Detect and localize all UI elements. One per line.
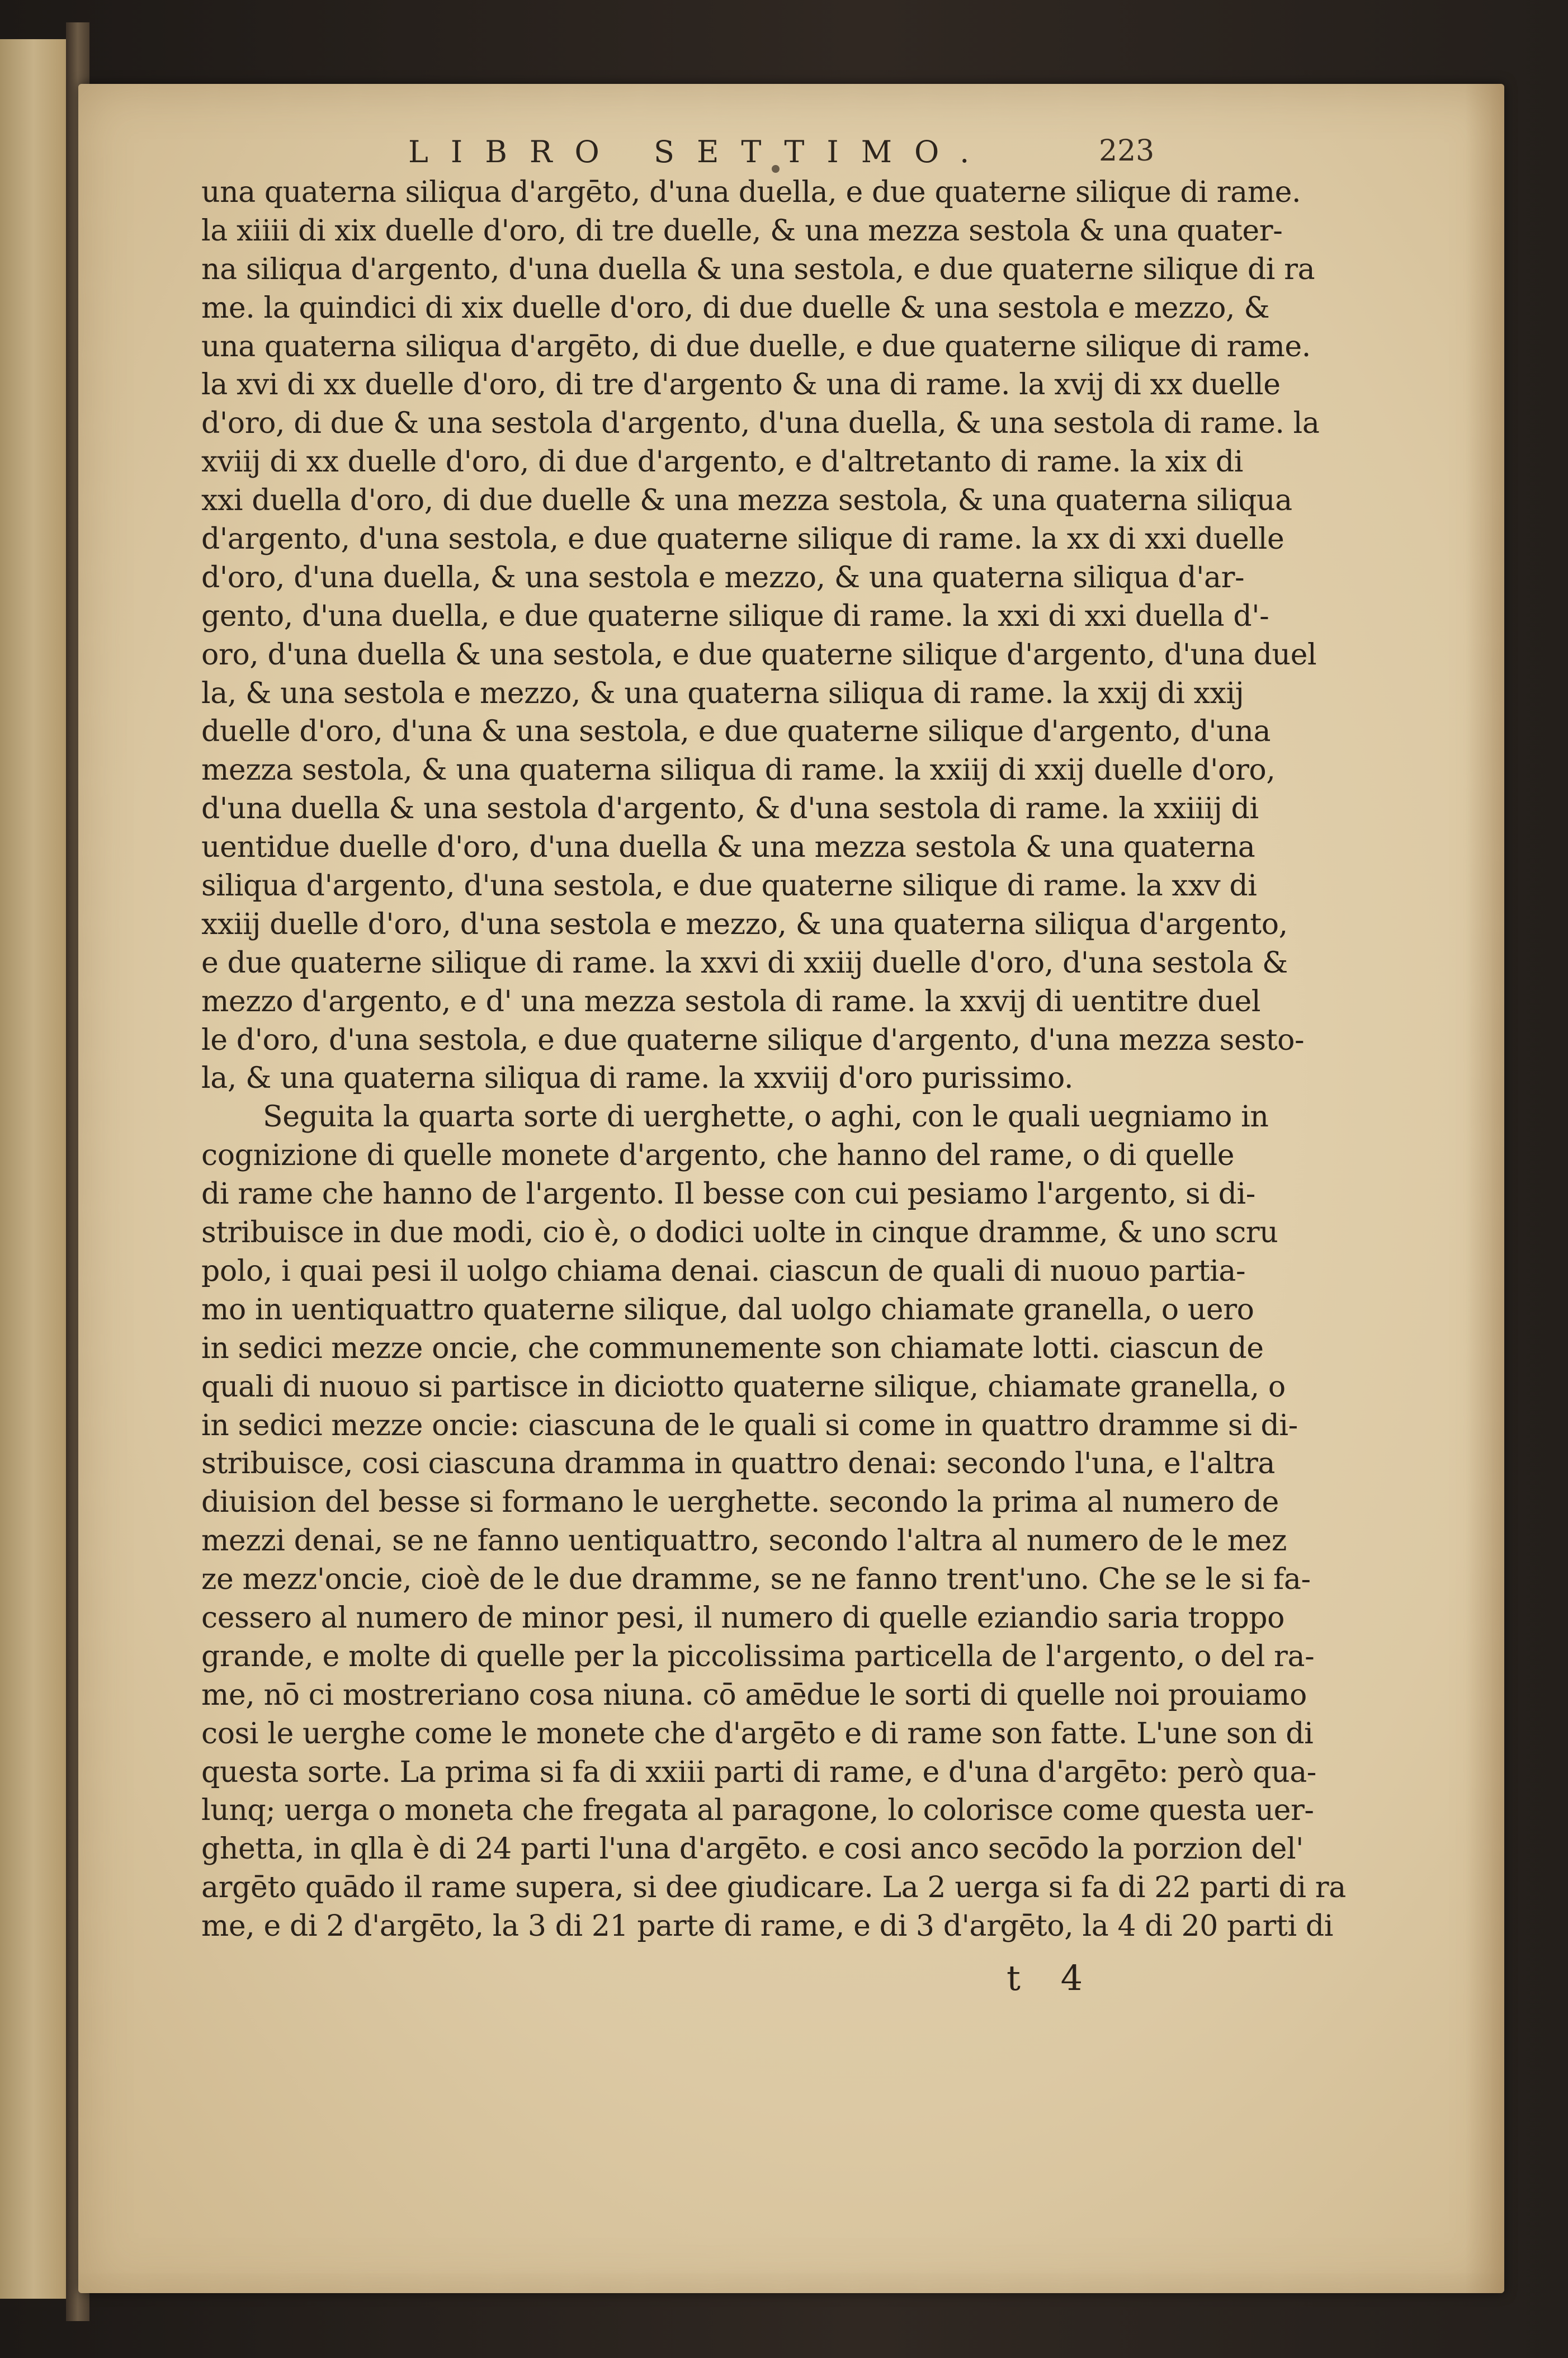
body-text (201, 173, 1346, 1946)
text-line: in sedici mezze oncie: ciascuna de le quali si come in quattro dramme si di- (201, 1408, 1298, 1442)
text-line: argēto quādo il rame supera, si dee giudicare. La 2 uerga si fa di 22 parti di ra (201, 1871, 1346, 1905)
text-line: duelle d'oro, d'una & una sestola, e due quaterne silique d'argento, d'una (201, 715, 1271, 749)
text-line: diuision del besse si formano le uerghette. secondo la prima al numero de (201, 1485, 1279, 1520)
text-line: d'oro, di due & una sestola d'argento, d'una duella, & una sestola di rame. la (201, 407, 1320, 441)
text-line: me, nō ci mostreriano cosa niuna. cō amēdue le sorti di quelle noi prouiamo (201, 1678, 1307, 1712)
text-line: la xvi di xx duelle d'oro, di tre d'argento & una di rame. la xvij di xx duelle (201, 368, 1281, 402)
page-fore-edge (1465, 84, 1504, 2293)
text-line: la, & una sestola e mezzo, & una quaterna siliqua di rame. la xxij di xxij (201, 676, 1244, 710)
text-line: mezzo d'argento, e d' una mezza sestola di rame. la xxvij di uentitre duel (201, 984, 1261, 1018)
text-line: cognizione di quelle monete d'argento, che hanno del rame, o di quelle (201, 1139, 1235, 1173)
text-line: Seguita la quarta sorte di uerghette, o aghi, con le quali uegniamo in (263, 1100, 1269, 1134)
text-line: mezza sestola, & una quaterna siliqua di rame. la xxiij di xxij duelle d'oro, (201, 753, 1276, 787)
text-line: d'una duella & una sestola d'argento, & d'una sestola di rame. la xxiiij di (201, 792, 1259, 826)
text-line: mezzi denai, se ne fanno uentiquattro, secondo l'altra al numero de le mez (201, 1524, 1287, 1558)
running-title: LIBRO SETTIMO. (408, 134, 992, 169)
text-line: polo, i quai pesi il uolgo chiama denai. ciascun de quali di nuouo partia- (201, 1254, 1246, 1288)
text-line: di rame che hanno de l'argento. Il besse con cui pesiamo l'argento, si di- (201, 1177, 1255, 1211)
text-line: quali di nuouo si partisce in diciotto quaterne silique, chiamate granella, o (201, 1370, 1286, 1404)
page-number: 223 (1099, 134, 1155, 168)
text-line: lunq; uerga o moneta che fregata al paragone, lo colorisce come questa uer- (201, 1794, 1314, 1828)
text-line: na siliqua d'argento, d'una duella & una sestola, e due quaterne silique di ra (201, 252, 1315, 286)
text-line: in sedici mezze oncie, che communemente son chiamate lotti. ciascun de (201, 1331, 1264, 1365)
text-line: stribuisce in due modi, cio è, o dodici uolte in cinque dramme, & uno scru (201, 1216, 1278, 1250)
text-line: xxi duella d'oro, di due duelle & una mezza sestola, & una quaterna siliqua (201, 484, 1292, 518)
text-line: la, & una quaterna siliqua di rame. la xxviij d'oro purissimo. (201, 1062, 1074, 1096)
text-line: la xiiii di xix duelle d'oro, di tre duelle, & una mezza sestola & una quater- (201, 214, 1283, 248)
text-line: mo in uentiquattro quaterne silique, dal uolgo chiamate granella, o uero (201, 1293, 1254, 1327)
text-line: ghetta, in qlla è di 24 parti l'una d'argēto. e cosi anco secōdo la porzion del' (201, 1832, 1304, 1866)
text-line: ze mezz'oncie, cioè de le due dramme, se ne fanno trent'uno. Che se le si fa- (201, 1563, 1311, 1597)
text-line: siliqua d'argento, d'una sestola, e due quaterne silique di rame. la xxv di (201, 869, 1257, 903)
text-line: xviij di xx duelle d'oro, di due d'argento, e d'altretanto di rame. la xix di (201, 445, 1243, 479)
text-line: una quaterna siliqua d'argēto, di due duelle, e due quaterne silique di rame. (201, 329, 1311, 364)
text-line: questa sorte. La prima si fa di xxiii parti di rame, e d'una d'argēto: però qua- (201, 1755, 1316, 1789)
signature-mark: t 4 (1007, 1958, 1098, 1998)
text-line: gento, d'una duella, e due quaterne silique di rame. la xxi di xxi duella d'- (201, 599, 1269, 633)
text-line: me, e di 2 d'argēto, la 3 di 21 parte di rame, e di 3 d'argēto, la 4 di 20 parti di (201, 1909, 1333, 1944)
text-line: xxiij duelle d'oro, d'una sestola e mezzo, & una quaterna siliqua d'argento, (201, 907, 1288, 941)
text-line: e due quaterne silique di rame. la xxvi di xxiij duelle d'oro, d'una sestola & (201, 946, 1288, 980)
text-line: una quaterna siliqua d'argēto, d'una duella, e due quaterne silique di rame. (201, 176, 1301, 209)
text-line: d'oro, d'una duella, & una sestola e mezzo, & una quaterna siliqua d'ar- (201, 560, 1245, 595)
text-line: grande, e molte di quelle per la piccolissima particella de l'argento, o del ra- (201, 1639, 1315, 1673)
text-line: uentidue duelle d'oro, d'una duella & una mezza sestola & una quaterna (201, 831, 1255, 865)
text-line: le d'oro, d'una sestola, e due quaterne silique d'argento, d'una mezza sesto- (201, 1023, 1305, 1057)
text-line: cessero al numero de minor pesi, il numero di quelle eziandio saria troppo (201, 1601, 1285, 1635)
text-line: stribuisce, cosi ciascuna dramma in quattro denai: secondo l'una, e l'altra (201, 1447, 1276, 1481)
text-line: oro, d'una duella & una sestola, e due quaterne silique d'argento, d'una duel (201, 638, 1317, 672)
text-line: d'argento, d'una sestola, e due quaterne silique di rame. la xx di xxi duelle (201, 522, 1284, 557)
text-line: me. la quindici di xix duelle d'oro, di due duelle & una sestola e mezzo, & (201, 291, 1270, 325)
text-line: cosi le uerghe come le monete che d'argēto e di rame son fatte. L'une son di (201, 1716, 1314, 1751)
